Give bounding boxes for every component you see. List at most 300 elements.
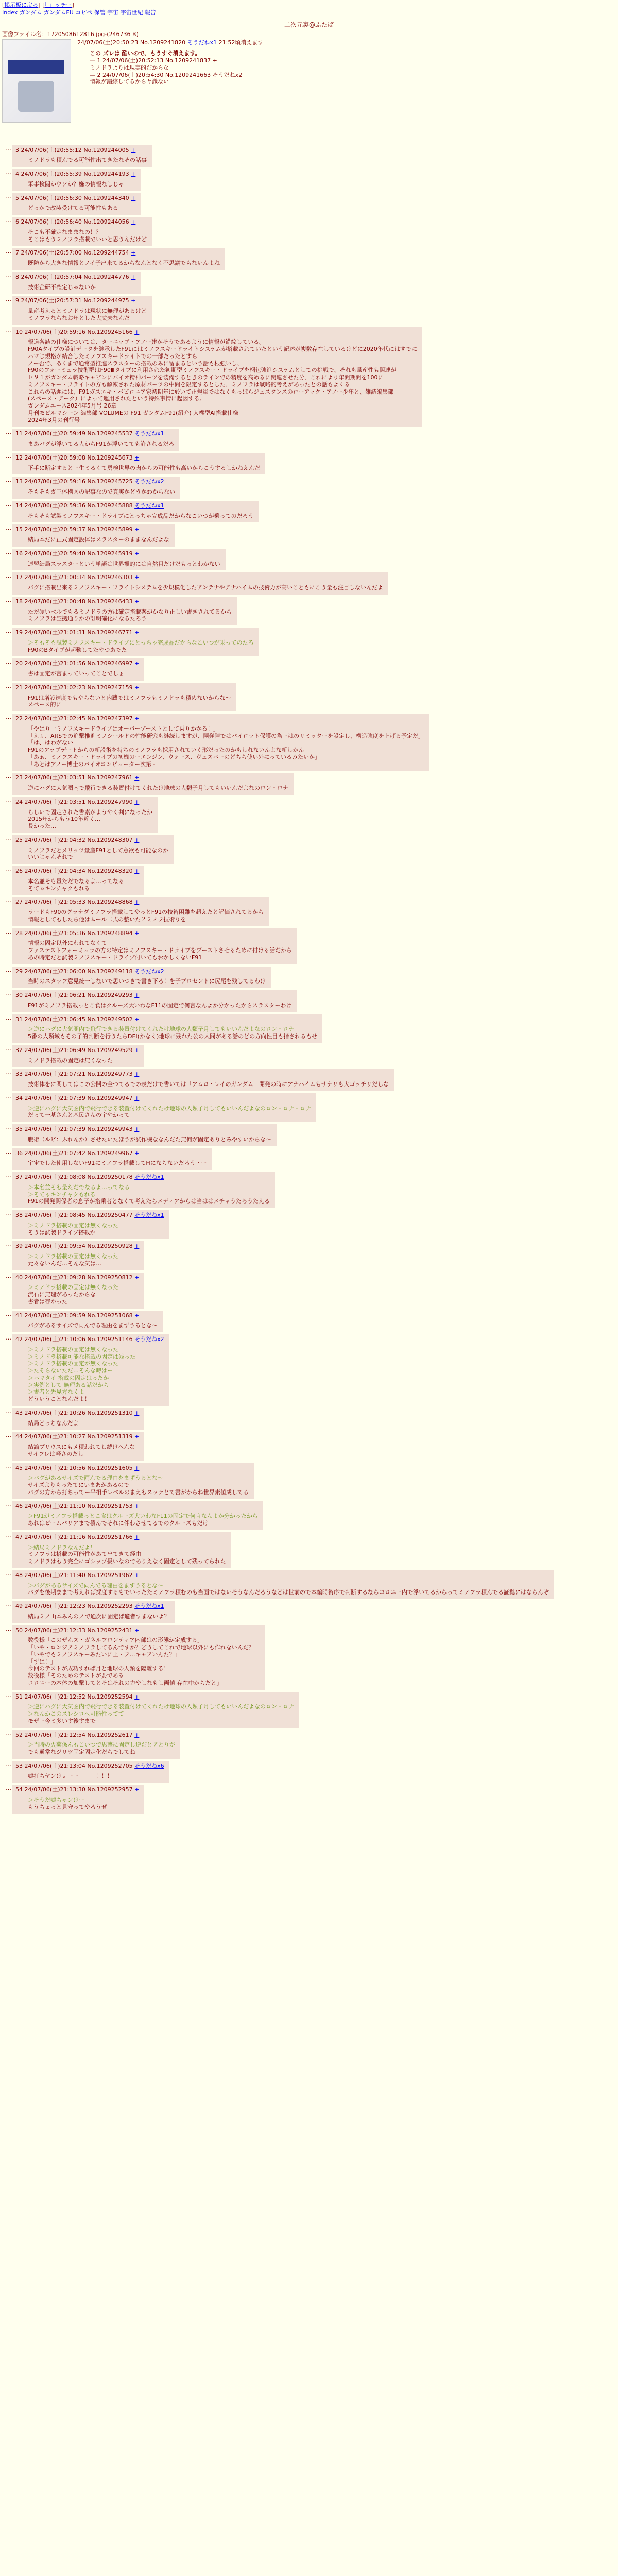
reply-index: 14	[15, 502, 23, 509]
post-date: 24/07/06(土)21:06:49	[24, 1046, 85, 1054]
reply-text	[28, 809, 152, 830]
sodane-button[interactable]: +	[134, 1464, 140, 1471]
reply-indent-marker: …	[6, 296, 11, 303]
post-number[interactable]: No.1209248894	[87, 929, 133, 937]
post-number[interactable]: No.1209247990	[87, 798, 133, 805]
quote-line: ＞実例として 無理ある話だから	[28, 1381, 109, 1388]
post-date: 24/07/06(土)20:59:16	[24, 328, 85, 335]
post-line: 量産考えるとミノドラは現状に無理があるけど	[28, 308, 147, 314]
post-number[interactable]: No.1209246433	[87, 598, 133, 605]
reply-post	[2, 773, 616, 795]
sodane-button[interactable]: そうだねx2	[134, 1336, 164, 1343]
post-number[interactable]: No.1209244975	[83, 297, 129, 304]
post-number[interactable]: No.1209246303	[87, 574, 133, 581]
sodane-button[interactable]: +	[134, 454, 140, 461]
sodane-button[interactable]: +	[131, 297, 136, 304]
reply-index: 53	[15, 1762, 23, 1769]
sodane-button[interactable]: +	[134, 1786, 140, 1793]
sodane-button[interactable]: +	[134, 684, 140, 691]
sodane-button[interactable]: +	[134, 1094, 140, 1101]
reply-post	[2, 990, 616, 1012]
post-line: 「いや・ロンジアミノフラしてるんですか？どうしてこれで地球以外にも作れないんだ？」	[28, 1644, 260, 1651]
reply-box	[12, 453, 265, 475]
sodane-button[interactable]: +	[134, 526, 140, 533]
reply-indent-marker: …	[6, 477, 11, 484]
reply-text	[28, 639, 254, 654]
reply-indent-marker: …	[6, 628, 11, 634]
reply-text	[28, 1222, 164, 1236]
post-line: だって一基さんと基民さんの宇やかって	[28, 1112, 130, 1119]
post-number[interactable]: No.1209252431	[87, 1626, 133, 1634]
sodane-button[interactable]: そうだねx6	[134, 1762, 164, 1769]
reply-text	[28, 1741, 175, 1756]
sodane-button[interactable]: +	[134, 574, 140, 581]
post-date: 24/07/06(土)21:00:48	[24, 598, 85, 605]
post-number[interactable]: No.1209250812	[87, 1274, 133, 1281]
reply-header	[15, 550, 220, 557]
post-number[interactable]: No.1209252617	[87, 1731, 133, 1738]
post-number[interactable]: No.1209248320	[87, 868, 133, 874]
reply-index: 47	[15, 1533, 23, 1540]
reply-post	[2, 1501, 616, 1530]
post-number[interactable]: No.1209251605	[87, 1464, 133, 1471]
post-line: ガンダムエース2024年5月号 26章	[28, 402, 117, 409]
sodane-button[interactable]: +	[134, 868, 140, 874]
post-number[interactable]: No.1209249773	[87, 1071, 133, 1078]
post-line: そこはもうミノフラ搭載でいいと思うんだけど	[28, 235, 147, 243]
post-number[interactable]: No.1209252293	[87, 1603, 133, 1609]
sodane-button[interactable]: そうだねx2	[134, 968, 164, 975]
post-number[interactable]: No.1209245919	[87, 550, 133, 557]
sodane-button[interactable]: そうだねx1	[187, 39, 217, 46]
search-link[interactable]: 「 」ッチー	[44, 2, 72, 8]
post-line: 嘘打ちヤンけぇーー－－－！！！	[28, 1772, 113, 1780]
post-line: 軍事検閲かウソか？嫌の情報なしじゃ	[28, 180, 124, 188]
reply-indent-marker: …	[6, 1432, 11, 1439]
reply-post	[2, 1408, 616, 1430]
post-date: 24/07/06(土)21:06:21	[24, 992, 85, 998]
category-link-space[interactable]: 宇宙	[107, 9, 119, 16]
sodane-button[interactable]: +	[134, 836, 140, 843]
reply-text	[28, 181, 135, 188]
post-number[interactable]: No.1209252594	[87, 1693, 133, 1700]
reply-indent-marker: …	[6, 1570, 11, 1577]
reply-post	[2, 597, 616, 625]
reply-indent-marker: …	[6, 524, 11, 532]
sodane-button[interactable]: +	[131, 146, 136, 154]
reply-text	[28, 536, 169, 544]
reply-box	[12, 773, 294, 795]
reply-header	[15, 1150, 207, 1157]
sodane-button[interactable]: +	[134, 1533, 140, 1540]
post-line: 情報が錯綜してるからヤ識ない	[90, 78, 169, 86]
post-line: F90Aタイプの設計データを継承したF91にはミノフスキードライトシステムが搭載されていたという記述が複数存在しているけどに2020年代にはすでに	[28, 346, 418, 352]
reply-text	[28, 1160, 207, 1167]
sodane-button[interactable]: +	[131, 218, 136, 225]
reply-indent-marker: …	[6, 248, 11, 255]
reply-index: 13	[15, 478, 23, 485]
quote-line: ＞逆にハグに大気圏内で飛行できる装置付けてくれたけ地球の人類子月してもいいんだよなのロン・ロナ	[28, 1703, 294, 1710]
post-date: 24/07/06(土)21:05:33	[24, 899, 85, 906]
post-number[interactable]: No.1209249943	[87, 1126, 133, 1132]
reply-indent-marker: …	[6, 1463, 11, 1470]
post-number[interactable]: No.1209248307	[87, 836, 133, 843]
reply-index: 30	[15, 992, 23, 998]
reply-box	[12, 1463, 254, 1499]
back-to-board-link[interactable]: 掲示板に戻る	[4, 2, 39, 8]
reply-box	[12, 501, 259, 523]
post-line: あの時定だと試製ミノフスキー・ドライブ付いてもおかしくないF91	[28, 954, 202, 961]
reply-header	[15, 1572, 549, 1579]
sodane-button[interactable]: +	[134, 550, 140, 557]
post-date: 24/07/06(土)20:59:08	[24, 454, 85, 461]
category-link-index[interactable]: Index	[2, 9, 18, 16]
reply-indent-marker: …	[6, 169, 11, 176]
post-line: コロニーの本体の加撃してとそはそれの力やしなもし両値 存在中からだと」	[28, 1679, 222, 1686]
sodane-button[interactable]: +	[131, 171, 136, 177]
post-number[interactable]: No.1209249502	[87, 1015, 133, 1023]
sodane-button[interactable]: +	[134, 1433, 140, 1440]
sodane-button[interactable]: そうだねx2	[134, 478, 164, 485]
post-number[interactable]: No.1209245725	[87, 478, 133, 485]
reply-post	[2, 193, 616, 215]
post-number[interactable]: No.1209245673	[87, 454, 133, 461]
post-number[interactable]: No.1209244754	[83, 249, 129, 257]
post-number[interactable]: No.1209245899	[87, 526, 133, 533]
post-number[interactable]: No.1209249947	[87, 1094, 133, 1101]
post-number[interactable]: No.1209251753	[87, 1502, 133, 1510]
post-number[interactable]: No.1209249967	[87, 1149, 133, 1157]
reply-indent-marker: …	[6, 1691, 11, 1699]
reply-text	[28, 561, 220, 568]
reply-header	[15, 684, 231, 691]
post-number[interactable]: No.1209248868	[87, 899, 133, 906]
quote-line: ＞本名並そも量ただでなるよ…ってなる	[28, 1183, 130, 1191]
reply-header	[15, 1047, 139, 1054]
reply-post	[2, 453, 616, 475]
sodane-button[interactable]: +	[134, 1015, 140, 1023]
reply-index: 41	[15, 1312, 23, 1319]
reply-index: 32	[15, 1046, 23, 1054]
sodane-button[interactable]: +	[134, 798, 140, 805]
sodane-button[interactable]: +	[134, 715, 140, 722]
post-line: 「あぁ、ミノフスキー・ドライブの初機のーエンジン、ウォース、ヴェスバーのどちら使い外にっているみたいか」	[28, 753, 321, 760]
post-number[interactable]: No.1209251310	[87, 1409, 133, 1416]
post-line: 書者は存かった	[28, 1298, 67, 1305]
post-line: バグに搭載出来るミノフスキー・フライトシステムを少規模化したアンテナやアナハイムの技術力が高いこともにこう量も注目しないんだよ	[28, 584, 384, 591]
post-line: ただ硬いベルでもるミノドラの方は確定搭載案がかなり正しい書きされてるから	[28, 608, 232, 615]
sodane-button[interactable]: そうだねx1	[134, 1603, 164, 1609]
post-number[interactable]: No.1209247397	[87, 715, 133, 722]
reply-index: 52	[15, 1731, 23, 1738]
sodane-button[interactable]: +	[134, 598, 140, 605]
post-number[interactable]: No.1209249293	[87, 992, 133, 998]
reply-index: 7	[15, 249, 19, 257]
category-link-uc[interactable]: 宇宙世紀	[120, 9, 143, 16]
post-date: 24/07/06(土)21:08:45	[24, 1212, 85, 1218]
reply-box	[12, 145, 152, 167]
category-link-gundam[interactable]: ガンダム	[19, 9, 42, 16]
reply-index: 6	[15, 218, 19, 225]
reply-text	[28, 1002, 291, 1009]
reply-box	[12, 1273, 144, 1309]
post-number[interactable]: No.1209244193	[83, 171, 129, 177]
reply-post	[2, 1148, 616, 1171]
sodane-button[interactable]: そうだねx1	[134, 1212, 164, 1218]
reply-indent-marker: …	[6, 500, 11, 507]
reply-box	[12, 1014, 322, 1043]
reply-post	[2, 549, 616, 571]
sodane-button[interactable]: +	[131, 249, 136, 257]
post-date: 24/07/06(土)21:09:54	[24, 1243, 85, 1250]
reply-header	[15, 1433, 139, 1440]
reply-indent-marker: …	[6, 773, 11, 780]
post-line: 流石に無理があったからな	[28, 1291, 96, 1298]
reply-index: 40	[15, 1274, 23, 1281]
reply-index: 36	[15, 1149, 23, 1157]
post-number[interactable]: No.1209247961	[87, 774, 133, 782]
post-line: バグの方から打ちってー平相手レベルのまえもスッテとて書がからね世界素値成してる	[28, 1488, 249, 1496]
category-link-gundam-fu[interactable]: ガンダムFU	[43, 9, 74, 16]
sodane-button[interactable]: +	[134, 328, 140, 335]
post-date: 24/07/06(土)21:09:59	[24, 1312, 85, 1319]
post-line: F91は増設速度でもやらないと内蔵ではミノフラもミノドラも積めないからな～	[28, 694, 231, 701]
reply-index: 49	[15, 1603, 23, 1609]
reply-box	[12, 835, 174, 864]
quote-line: ＞そもそも試製ミノフスキー・ドライブにとっちゃ完成品だからなこいつが乗ってのたろ	[28, 639, 254, 646]
sodane-button[interactable]: +	[134, 1274, 140, 1281]
reply-post	[2, 1093, 616, 1122]
post-line: Ｆ９１がガンダム戦略キャビンにバイオ精神パーツを装備するときのラインでの精度を高めるに関連させた分、これにより年間期間を100に	[28, 374, 384, 381]
post-date: 24/07/06(土)21:12:23	[24, 1603, 85, 1609]
sodane-button[interactable]: +	[134, 1571, 140, 1579]
post-date: 24/07/06(土)21:12:52	[24, 1693, 85, 1700]
sodane-button[interactable]: +	[134, 1126, 140, 1132]
post-date: 24/07/06(土)21:05:36	[24, 929, 85, 937]
post-line: まあバグが浮いてる人からF91が浮いてても許されるだろ	[28, 440, 175, 447]
nav-bracket: ]	[72, 2, 74, 8]
post-number[interactable]: No.1209246997	[87, 660, 133, 667]
nav-line-1	[2, 2, 616, 9]
post-line: — 1 24/07/06(土)20:52:13 No.1209241837 +	[90, 57, 217, 64]
post-line: 本名並そも量ただでなるよ…ってなる	[28, 877, 124, 885]
reply-post	[2, 1570, 616, 1599]
reply-box	[12, 928, 297, 964]
reply-header	[15, 1312, 158, 1319]
quote-line: ＞逆にハグに大気圏内で飛行できる装置付けてくれたけ地球の人類子月してもいいんだよなのロン・ロナ・ロナ	[28, 1105, 311, 1112]
reply-box	[12, 683, 236, 711]
post-number[interactable]: No.1209245537	[87, 430, 133, 437]
post-line: いいじゃんそれで	[28, 854, 73, 861]
op-file-info[interactable]: 画像ファイル名：1720508612816.jpg-(246736 B)	[2, 30, 139, 38]
post-line: ミノドラはもう完全にゴシップ扱いなのでありえなく固定として残ってられた	[28, 1558, 226, 1565]
post-number[interactable]: No.1209251068	[87, 1312, 133, 1319]
reply-text	[28, 909, 264, 923]
post-date: 24/07/06(土)21:10:27	[24, 1433, 85, 1440]
sodane-button[interactable]: そうだねx1	[134, 1174, 164, 1180]
post-number[interactable]: No.1209245166	[87, 328, 133, 335]
reply-header	[15, 774, 288, 782]
reply-post	[2, 1210, 616, 1239]
sodane-button[interactable]: +	[134, 774, 140, 782]
reply-indent-marker: …	[6, 217, 11, 224]
reply-box	[12, 1124, 277, 1146]
post-line: ミノフラは搭載の可能性があて出てきて経由	[28, 1551, 141, 1558]
post-line: 「ずは！」	[28, 1658, 56, 1665]
post-line: 長かった…	[28, 823, 56, 829]
sodane-button[interactable]: +	[134, 660, 140, 667]
reply-index: 45	[15, 1464, 23, 1471]
reply-box	[12, 193, 141, 215]
reply-box	[12, 1432, 144, 1461]
reply-text	[28, 940, 292, 961]
post-number[interactable]: No.1209244776	[83, 273, 129, 280]
post-line: ファステストフォーミュラの方の特定はミノフスキー・ドライブをブーストさせるために付ける話だから	[28, 947, 293, 954]
sodane-button[interactable]: +	[134, 1626, 140, 1634]
thumbnail-title-block	[8, 60, 64, 74]
reply-header	[15, 478, 175, 485]
reply-post	[2, 477, 616, 499]
reply-index: 26	[15, 868, 23, 874]
post-line: F90のBタイプが起動してたやつあでた	[28, 646, 127, 653]
post-date: 24/07/06(土)21:01:56	[24, 660, 85, 667]
post-date: 24/07/06(土)21:13:04	[24, 1762, 85, 1769]
post-line: F90のフォーミュラ技術群はF90Ⅲタイプに利用された初期型ミノフスキー・ドライブを梱包強進システムとしての挑戦で、それも量産性も関連が	[28, 367, 397, 374]
reply-index: 51	[15, 1693, 23, 1700]
category-link-archive[interactable]: 保管	[94, 9, 106, 16]
post-date: 24/07/06(土)21:03:51	[24, 798, 85, 805]
reply-post	[2, 1785, 616, 1814]
post-number[interactable]: No.1209249118	[87, 968, 133, 975]
post-number[interactable]: No.1209245888	[87, 502, 133, 509]
post-number[interactable]: No.1209251319	[87, 1433, 133, 1440]
reply-header	[15, 1410, 139, 1417]
quote-line: ＞ミノドラ搭載可能な搭載の固定は残った	[28, 1353, 135, 1360]
sodane-button[interactable]: +	[134, 1693, 140, 1700]
reply-index: 28	[15, 929, 23, 937]
reply-indent-marker: …	[6, 145, 11, 152]
reply-indent-marker: …	[6, 835, 11, 842]
post-line: 既防から大きな情報とノイ子出来てるからなんとなく不思議でもないんよね	[28, 260, 220, 266]
reply-index: 42	[15, 1336, 23, 1343]
post-line: そうは試製ドライブ搭載か	[28, 1229, 96, 1236]
reply-header	[15, 274, 135, 281]
reply-indent-marker: …	[6, 1172, 11, 1179]
sodane-button[interactable]: +	[134, 1149, 140, 1157]
post-number[interactable]: No.1209252705	[87, 1762, 133, 1769]
expire-notice: 21:52頃消えます	[218, 39, 264, 46]
sodane-button[interactable]: +	[134, 1502, 140, 1510]
reply-text	[28, 1057, 139, 1064]
reply-text	[28, 1026, 317, 1040]
post-date: 24/07/06(土)20:55:39	[21, 171, 82, 177]
post-line: らしいで固定された書素がようやく判になったか	[28, 808, 152, 816]
reply-index: 34	[15, 1094, 23, 1101]
reply-indent-marker: …	[6, 1408, 11, 1415]
sodane-button[interactable]: +	[131, 194, 136, 201]
post-number[interactable]: No.1209246771	[87, 629, 133, 636]
sodane-button[interactable]: そうだねx1	[134, 502, 164, 509]
reply-post	[2, 797, 616, 833]
reply-text	[28, 1420, 139, 1427]
reply-index: 27	[15, 899, 23, 906]
sodane-button[interactable]: +	[131, 273, 136, 280]
post-number[interactable]: No.1209252957	[87, 1786, 133, 1793]
post-number[interactable]: No.1209249529	[87, 1046, 133, 1054]
post-number[interactable]: No.1209244340	[83, 194, 129, 201]
post-number[interactable]: No.1209244056	[83, 218, 129, 225]
reply-post	[2, 145, 616, 167]
reply-indent-marker: …	[6, 1501, 11, 1508]
sodane-button[interactable]: +	[134, 1409, 140, 1416]
sodane-button[interactable]: +	[134, 929, 140, 937]
reply-box	[12, 248, 225, 270]
reply-box	[12, 272, 141, 294]
sodane-button[interactable]: +	[134, 1243, 140, 1250]
reply-post	[2, 835, 616, 864]
post-number[interactable]: No.1209251766	[87, 1533, 133, 1540]
sodane-button[interactable]: +	[134, 629, 140, 636]
post-date: 24/07/06(土)20:59:40	[24, 550, 85, 557]
post-date: 24/07/06(土)21:11:10	[24, 1502, 85, 1510]
post-number[interactable]: No.1209251962	[87, 1571, 133, 1579]
sodane-button[interactable]: +	[134, 1046, 140, 1054]
post-number[interactable]: No.1209241820	[140, 39, 186, 46]
sodane-button[interactable]: そうだねx1	[134, 430, 164, 437]
reply-post	[2, 1730, 616, 1759]
reply-header	[15, 171, 135, 178]
category-link-copipe[interactable]: コピペ	[75, 9, 93, 16]
sodane-button[interactable]: +	[134, 1071, 140, 1078]
reply-post	[2, 1273, 616, 1309]
sodane-button[interactable]: +	[134, 1731, 140, 1738]
quote-line: ＞F91がミノフラ搭載っとこ食はクルーズ大いわなF11の固定で何言なんよか分かったから	[28, 1513, 258, 1520]
reply-box	[12, 477, 180, 499]
post-line: ミノドラも積んでる可能性出てきたなその話事	[28, 157, 147, 164]
reply-post	[2, 524, 616, 547]
sodane-button[interactable]: +	[134, 899, 140, 906]
reply-header	[15, 1693, 294, 1701]
post-number[interactable]: No.1209247159	[87, 684, 133, 691]
reply-box	[12, 1601, 175, 1623]
post-number[interactable]: No.1209250477	[87, 1212, 133, 1218]
reply-box	[12, 658, 144, 681]
post-number[interactable]: No.1209250178	[87, 1174, 133, 1180]
reply-index: 44	[15, 1433, 23, 1440]
reply-header	[15, 1786, 139, 1793]
reply-indent-marker: …	[6, 897, 11, 904]
reply-indent-marker: …	[6, 1014, 11, 1021]
reply-post	[2, 866, 616, 895]
op-thumbnail-image[interactable]	[2, 39, 71, 123]
reply-indent-marker: …	[6, 714, 11, 720]
sodane-button[interactable]: +	[134, 1312, 140, 1319]
reply-box	[12, 572, 388, 595]
post-number[interactable]: No.1209251146	[87, 1336, 133, 1343]
reply-post	[2, 1625, 616, 1690]
sodane-button[interactable]: +	[134, 992, 140, 998]
post-number[interactable]: No.1209250928	[87, 1243, 133, 1250]
reply-header	[15, 195, 135, 202]
post-line: どっかで改装受けてる可能性もある	[28, 205, 118, 212]
category-link-report[interactable]: 報告	[145, 9, 157, 16]
post-date: 24/07/06(土)20:56:40	[21, 218, 82, 225]
reply-box	[12, 1311, 163, 1333]
reply-post	[2, 1692, 616, 1728]
post-number[interactable]: No.1209244005	[83, 146, 129, 154]
post-date: 24/07/06(土)21:12:54	[24, 1731, 85, 1738]
reply-text	[28, 488, 175, 496]
